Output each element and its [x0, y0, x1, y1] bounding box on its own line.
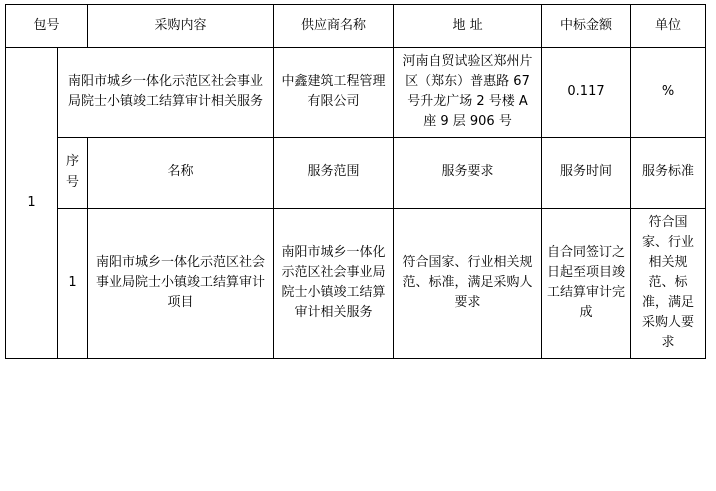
column-header-supplier-name: 供应商名称	[274, 5, 394, 48]
column-header-name: 名称	[88, 137, 274, 208]
column-header-bid-amount: 中标金额	[542, 5, 631, 48]
cell-bid-amount: 0.117	[542, 48, 631, 138]
cell-address: 河南自贸试验区郑州片区（郑东）普惠路 67 号升龙广场 2 号楼 A 座 9 层 906 号	[394, 48, 542, 138]
column-header-service-standard: 服务标准	[631, 137, 706, 208]
column-header-package-no: 包号	[6, 5, 88, 48]
bid-result-table	[5, 4, 706, 359]
column-header-unit: 单位	[631, 5, 706, 48]
column-header-service-requirement: 服务要求	[394, 137, 542, 208]
table-subheader-row	[6, 137, 706, 208]
cell-service-time: 自合同签订之日起至项目竣工结算审计完成	[542, 208, 631, 358]
table-row	[6, 208, 706, 358]
column-header-address: 地 址	[394, 5, 542, 48]
column-header-service-time: 服务时间	[542, 137, 631, 208]
cell-supplier-name: 中鑫建筑工程管理有限公司	[274, 48, 394, 138]
cell-service-standard: 符合国家、行业相关规范、标准，满足采购人要求	[631, 208, 706, 358]
table-header-row	[6, 5, 706, 48]
column-header-procurement-content: 采购内容	[88, 5, 274, 48]
column-header-service-scope: 服务范围	[274, 137, 394, 208]
cell-service-scope: 南阳市城乡一体化示范区社会事业局院士小镇竣工结算审计相关服务	[274, 208, 394, 358]
cell-name: 南阳市城乡一体化示范区社会事业局院士小镇竣工结算审计项目	[88, 208, 274, 358]
cell-procurement-content: 南阳市城乡一体化示范区社会事业局院士小镇竣工结算审计相关服务	[58, 48, 274, 138]
cell-package-no: 1	[6, 48, 58, 359]
cell-index: 1	[58, 208, 88, 358]
column-header-index: 序号	[58, 137, 88, 208]
cell-unit: %	[631, 48, 706, 138]
cell-service-requirement: 符合国家、行业相关规范、标准，满足采购人要求	[394, 208, 542, 358]
table-row	[6, 48, 706, 138]
